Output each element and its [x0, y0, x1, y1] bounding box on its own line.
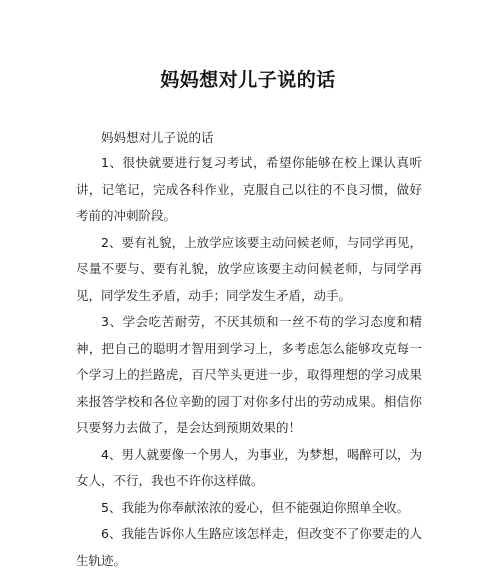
- paragraph-1: 1、很快就要进行复习考试，希望你能够在校上课认真听讲，记笔记，完成各科作业，克服自己以往的不良习惯，做好考前的冲刺阶段。: [76, 155, 422, 223]
- paragraph-2: 2、要有礼貌，上放学应该要主动问候老师，与同学再见，尽量不要与、要有礼貌，放学应该要主动问候老师，与同学再见，同学发生矛盾，动手；同学发生矛盾，动手。: [76, 234, 422, 303]
- paragraph-6: 6、我能告诉你人生路应该怎样走，但改变不了你要走的人生轨迹。: [76, 526, 422, 568]
- paragraph-4: 4、男人就要像一个男人，为事业，为梦想，喝醉可以，为女人，不行，我也不许你这样做。: [76, 446, 422, 488]
- paragraph-3: 3、学会吃苦耐劳，不厌其烦和一丝不苟的学习态度和精神，把自己的聪明才智用到学习上，多考虑怎么能够攻克每一个学习上的拦路虎，百尺竿头更进一步，取得理想的学习成果来报答学校和各位辛勤的园丁对你多付出的劳动成果。相信你只要努力去做了，是会达到预期效果的！: [76, 314, 422, 435]
- document-title: 妈妈想对儿子说的话: [160, 69, 336, 91]
- document-subtitle: 妈妈想对儿子说的话: [101, 130, 214, 145]
- document-body: [76, 126, 422, 574]
- paragraph-5: 5、我能为你奉献浓浓的爱心，但不能强迫你照单全收。: [101, 499, 409, 515]
